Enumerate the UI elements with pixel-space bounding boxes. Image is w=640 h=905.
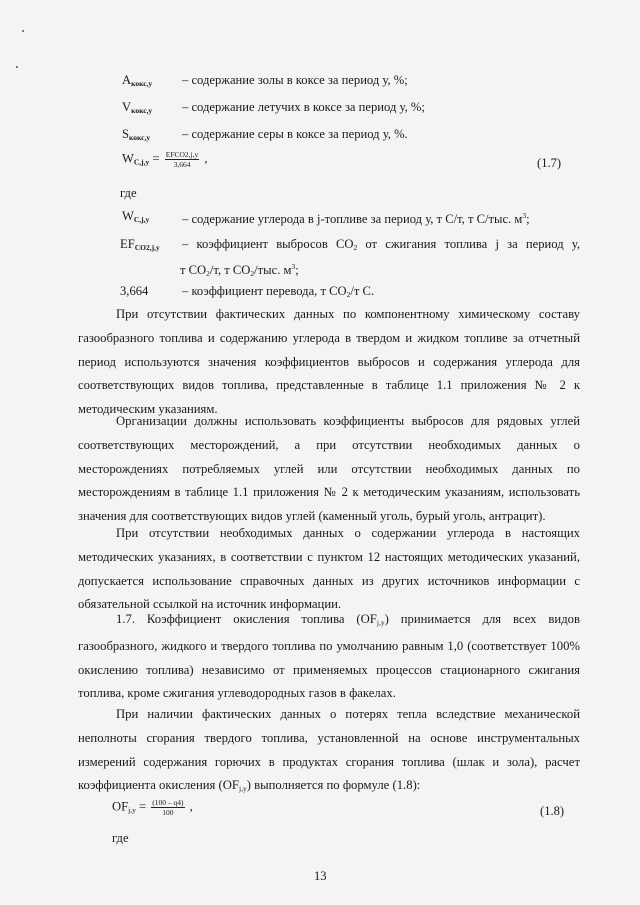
equation-1-8: $OF_{j,y}$ = $\frac{(100 - q4)}{100}$ , [112, 798, 193, 817]
def-volatile-text: – содержание летучих в коксе за период у, %; [182, 100, 425, 114]
scan-speck [22, 30, 24, 32]
fraction: $\frac{(100 - q4)}{100}$ [152, 798, 184, 817]
equation-1-7: $W_{C,j,y}$ = $\frac{\text{EFCO2,j,y}}{3,664}$ , [122, 150, 208, 169]
where-label: где [112, 831, 129, 845]
fraction: $\frac{\text{EFCO2,j,y}}{3,664}$ [165, 150, 199, 169]
def-emission-factor-units: т $CO_2/т$, т $CO_2$/тыс. $м^3$; [180, 262, 299, 278]
paragraph: Организации должны использовать коэффициенты выбросов для рядовых углей соответствующих месторождений, а при отсутствии необходимых данных о месторождениях потребляемых углей или отсутствии необходимых данных по месторождениям в таблице 1.1 приложения № 2 к методическим указаниям, использовать значения для соответствующих видов углей (каменный уголь, бурый уголь, антрацит). [78, 414, 580, 524]
paragraph: 1.7. Коэффициент окисления топлива $(OF_{j,y})$ принимается для всех видов газообразного, жидкого и твердого топлива по умолчанию равным 1,0 (соответствует 100% окислению топлива) независимо от применяемых процессов стационарного сжигания топлива, кроме сжигания углеводородных газов в факелах. [78, 612, 580, 701]
def-ash: $A_{кокс,у}$ [122, 73, 153, 88]
page-number: 13 [314, 869, 327, 883]
def-carbon: $W_{C,j,y}$ [122, 209, 150, 224]
def-emission-factor: $EF_{CO2,j,y}$ [120, 237, 160, 252]
def-conversion-text: – коэффициент перевода, т $CO_2/т$ С. [182, 284, 375, 299]
def-sulfur-text: – содержание серы в коксе за период у, %. [182, 127, 408, 141]
equation-number: (1.7) [537, 156, 562, 170]
paragraph: При наличии фактических данных о потерях тепла вследствие механической неполноты сгорания твердого топлива, установленной на основе инструментальных измерений содержания горючих в продуктах сгорания топлива (шлак и зола), расчет коэффициента окисления $(OF_{j,y})$ выполняется по формуле (1.8): [78, 707, 580, 794]
equation-number: (1.8) [540, 804, 565, 818]
def-emission-factor-text: – коэффициент выбросов $CO_2$ от сжигания топлива j за период у, [182, 237, 580, 252]
def-sulfur: $S_{кокс,у}$ [122, 127, 151, 142]
paragraph: При отсутствии фактических данных по компонентному химическому составу газообразного топлива и содержанию углерода в твердом и жидком топливе за отчетный период используются значения коэффициентов выбросов и содержания углерода для соответствующих видов топлива, представленные в таблице 1.1 приложения № 2 к методическим указаниям. [78, 307, 580, 417]
def-ash-text: – содержание золы в коксе за период у, %; [182, 73, 408, 87]
scan-speck [16, 66, 18, 68]
paragraph: При отсутствии необходимых данных о содержании углерода в настоящих методических указаниях, в соответствии с пунктом 12 настоящих методических указаний, допускается использование справочных данных из других источников информации с обязательной ссылкой на источник информации. [78, 526, 580, 612]
def-carbon-text: – содержание углерода в j-топливе за период у, т С/т, т С/тыс. $м^3$; [182, 211, 530, 226]
def-conversion: 3,664 [120, 284, 149, 298]
where-label: где [120, 186, 137, 200]
def-volatile: $V_{кокс,у}$ [122, 100, 153, 115]
